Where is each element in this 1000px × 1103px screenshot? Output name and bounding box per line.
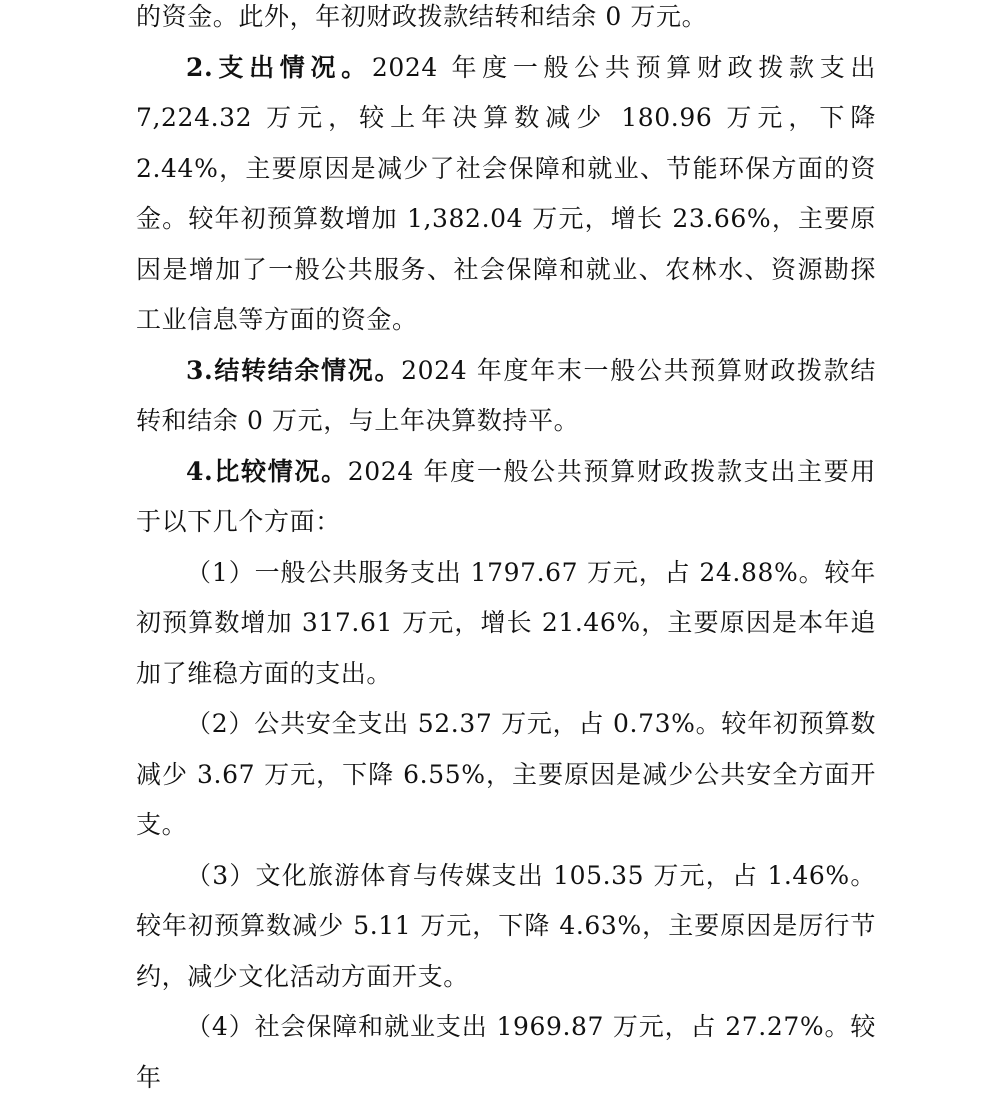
list-item-culture-tourism [136,851,876,1003]
paragraph-comparison [136,447,876,548]
paragraph-expenditure [136,43,876,346]
section-heading: 2.支出情况。 [186,52,372,82]
paragraph-text: （3）文化旅游体育与传媒支出 105.35 万元，占 1.46%。较年初预算数减少 5.11 万元，下降 4.63%，主要原因是厉行节约，减少文化活动方面开支。 [136,860,876,991]
paragraph-text: （4）社会保障和就业支出 1969.87 万元，占 27.27%。较年 [136,1012,876,1092]
paragraph-continuation [136,0,876,43]
paragraph-carryover [136,346,876,447]
list-item-general-services [136,548,876,700]
section-heading: 4.比较情况。 [186,456,348,486]
paragraph-text: （1）一般公共服务支出 1797.67 万元，占 24.88%。较年初预算数增加 317.61 万元，增长 21.46%，主要原因是本年追加了维稳方面的支出。 [136,557,876,688]
paragraph-text: 2024 年度年末一般公共预算财政拨款结转和结余 0 万元，与上年决算数持平。 [136,355,876,435]
paragraph-text: 2024 年度一般公共预算财政拨款支出 7,224.32 万元，较上年决算数减少 180.96 万元，下降 2.44%，主要原因是减少了社会保障和就业、节能环保方面的资金。较年初预算数增加 1,382.04 万元，增长 23.66%，主要原因是增加了一般公共服务、社会保障和就业、农林水、资源勘探工业信息等方面的资金。 [136,52,876,334]
list-item-social-security [136,1002,876,1103]
document-body [136,0,876,1103]
paragraph-text: （2）公共安全支出 52.37 万元，占 0.73%。较年初预算数减少 3.67 万元，下降 6.55%，主要原因是减少公共安全方面开支。 [136,709,876,839]
list-item-public-security [136,699,876,851]
paragraph-text: 的资金。此外，年初财政拨款结转和结余 0 万元。 [136,2,708,31]
section-heading: 3.结转结余情况。 [186,355,402,385]
paragraph-text: 2024 年度一般公共预算财政拨款支出主要用于以下几个方面： [136,456,876,536]
